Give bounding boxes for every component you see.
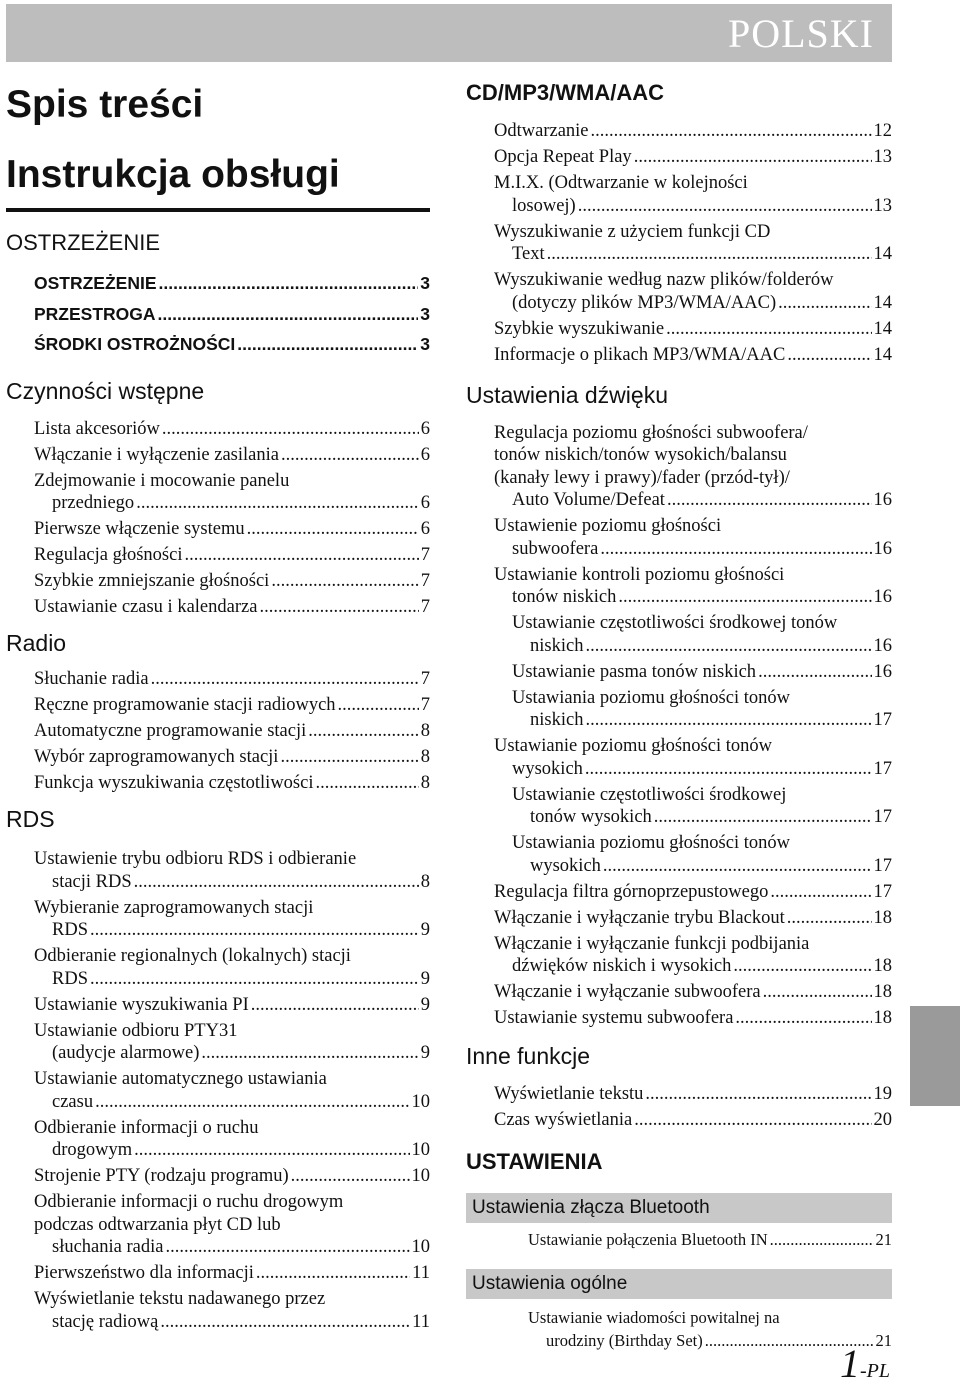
- toc-entry-title: Funkcja wyszukiwania częstotliwości: [34, 773, 314, 793]
- toc-entry-page: 18: [873, 1008, 892, 1028]
- dot-leader: [162, 418, 419, 441]
- toc-entry-title: słuchania radia: [52, 1237, 164, 1257]
- toc-entry[interactable]: [494, 735, 892, 780]
- toc-entry-page: 17: [873, 758, 892, 779]
- manual-title: Instrukcja obsługi: [6, 153, 340, 196]
- toc-entry-title: subwoofera: [512, 538, 599, 559]
- toc-entry-text-line: Wybieranie zaprogramowanych stacji: [34, 897, 314, 918]
- toc-list: [466, 1229, 892, 1252]
- toc-entry-title: ŚRODKI OSTROŻNOŚCI: [34, 334, 236, 354]
- dot-leader: [585, 635, 871, 658]
- toc-entry-title: urodziny (Birthday Set): [546, 1330, 703, 1350]
- dot-leader: [151, 668, 419, 691]
- toc-entry-title: drogowym: [52, 1140, 133, 1160]
- toc-entry-page: 18: [873, 982, 892, 1002]
- toc-entry[interactable]: [494, 1109, 892, 1132]
- toc-entry-page: 14: [873, 292, 892, 313]
- dot-leader: [201, 1042, 418, 1065]
- dot-leader: [308, 720, 418, 743]
- toc-entry-title: Ręczne programowanie stacji radiowych: [34, 695, 336, 715]
- toc-entry-text-line: Ustawianie częstotliwości środkowej: [512, 784, 787, 805]
- toc-entry-page: 21: [875, 1230, 892, 1249]
- toc-entry-title: Wyświetlanie tekstu: [494, 1084, 644, 1104]
- toc-entry-page: 6: [420, 418, 430, 439]
- toc-entry-title: Pierwsze włączenie systemu: [34, 519, 245, 539]
- toc-entry-page: 10: [411, 1140, 430, 1160]
- dot-leader: [547, 243, 872, 266]
- toc-entry-page: 17: [873, 710, 892, 730]
- dot-leader: [603, 855, 872, 878]
- toc-entry-page: 7: [420, 597, 430, 617]
- dot-leader: [787, 344, 871, 367]
- toc-entry[interactable]: [34, 1288, 430, 1333]
- toc-entry-title: Automatyczne programowanie stacji: [34, 721, 307, 741]
- toc-entry[interactable]: [34, 1068, 430, 1113]
- toc-entry-text-line: Zdejmowanie i mocowanie panelu: [34, 470, 290, 491]
- toc-entry-page: 8: [420, 721, 430, 741]
- toc-entry[interactable]: [494, 515, 892, 560]
- toc-entry-text-line: Ustawianie odbioru PTY31: [34, 1020, 238, 1041]
- dot-leader: [338, 694, 419, 717]
- section-heading-ustawienia: USTAWIENIA: [466, 1149, 603, 1174]
- toc-entry-text-line: Ustawiania poziomu głośności tonów: [512, 833, 790, 853]
- toc-entry-page: 17: [873, 881, 892, 902]
- dot-leader: [90, 968, 419, 991]
- dot-leader: [259, 596, 418, 619]
- toc-entry[interactable]: [34, 418, 430, 441]
- toc-entry-text-line: Odbieranie informacji o ruchu drogowym: [34, 1192, 344, 1212]
- page-number: [840, 1340, 890, 1387]
- dot-leader: [600, 538, 871, 561]
- toc-entry-page: 7: [420, 695, 430, 715]
- toc-entry[interactable]: [34, 897, 430, 942]
- toc-entry-page: 18: [873, 956, 892, 976]
- toc-entry-title: Włączanie i wyłączanie trybu Blackout: [494, 907, 785, 928]
- dot-leader: [585, 758, 872, 781]
- toc-entry-title: Odtwarzanie: [494, 121, 589, 141]
- dot-leader: [158, 303, 419, 326]
- toc-entry-page: 10: [411, 1237, 430, 1257]
- toc-entry[interactable]: [34, 470, 430, 515]
- page-number-suffix: -PL: [860, 1360, 890, 1382]
- toc-entry[interactable]: [494, 612, 892, 657]
- toc-entry-title: Ustawianie systemu subwoofera: [494, 1008, 734, 1028]
- toc-entry-title: (audycje alarmowe): [52, 1043, 200, 1063]
- toc-entry[interactable]: [34, 1117, 430, 1162]
- dot-leader: [667, 489, 872, 512]
- toc-entry-title: Szybkie zmniejszanie głośności: [34, 571, 270, 591]
- toc-entry-title: Lista akcesoriów: [34, 418, 160, 439]
- toc-entry-title: Włączanie i wyłączenie zasilania: [34, 444, 279, 465]
- toc-entry-page: 11: [412, 1311, 430, 1332]
- dot-leader: [733, 955, 871, 978]
- toc-entry-text-line: Ustawianie częstotliwości środkowej tonów: [512, 613, 838, 633]
- toc-entry-text-line: Odbieranie regionalnych (lokalnych) stacji: [34, 946, 351, 966]
- toc-entry-title: czasu: [52, 1091, 94, 1112]
- dot-leader: [134, 1139, 409, 1162]
- dot-leader: [134, 871, 419, 894]
- toc-entry-text-line: M.I.X. (Odtwarzanie w kolejności: [494, 173, 748, 193]
- toc-entry-page: 6: [420, 444, 430, 465]
- toc-entry-text-line: Wyszukiwanie z użyciem funkcji CD: [494, 221, 771, 242]
- toc-entry-page: 14: [873, 344, 892, 365]
- toc-entry-title: Opcja Repeat Play: [494, 147, 632, 167]
- toc-entry-title: Ustawianie wyszukiwania PI: [34, 994, 249, 1015]
- toc-entry[interactable]: [494, 344, 892, 367]
- toc-entry-page: 16: [873, 490, 892, 510]
- toc-entry[interactable]: [34, 848, 430, 893]
- toc-entry[interactable]: [494, 933, 892, 978]
- page-number-value: 1: [840, 1341, 860, 1386]
- toc-entry-page: 16: [873, 635, 892, 656]
- toc-entry-title: PRZESTROGA: [34, 303, 156, 324]
- toc-entry-title: RDS: [52, 968, 88, 989]
- subsection-heading-bluetooth: Ustawienia złącza Bluetooth: [466, 1193, 892, 1223]
- toc-entry-page: 21: [875, 1330, 892, 1350]
- toc-entry-page: 9: [420, 1043, 430, 1063]
- section-heading-ostrzezenie: OSTRZEŻENIE: [6, 230, 161, 255]
- toc-entry-page: 10: [411, 1091, 430, 1112]
- toc-entry[interactable]: [34, 570, 430, 593]
- toc-entry-text-line: Ustawienie trybu odbioru RDS i odbieranie: [34, 849, 357, 869]
- section-heading-cd: CD/MP3/WMA/AAC: [466, 80, 664, 105]
- toc-entry-page: 17: [873, 807, 892, 827]
- dot-leader: [159, 272, 419, 295]
- toc-entry-page: 16: [873, 538, 892, 559]
- dot-leader: [95, 1091, 409, 1114]
- toc-entry-page: 7: [420, 669, 430, 689]
- toc-entry-text-line: Ustawianie automatycznego ustawiania: [34, 1069, 327, 1089]
- toc-entry-title: Text: [512, 244, 545, 264]
- toc-entry-page: 7: [420, 545, 430, 565]
- toc-entry[interactable]: [34, 1262, 430, 1285]
- language-header-bar: [6, 4, 892, 62]
- right-column: [466, 80, 892, 1356]
- toc-entry[interactable]: [34, 1191, 430, 1259]
- toc-entry[interactable]: [494, 318, 892, 341]
- toc-entry[interactable]: [494, 1007, 892, 1030]
- toc-entry-text-line: Ustawianie poziomu głośności tonów: [494, 736, 772, 756]
- toc-entry-text-line: Ustawienie poziomu głośności: [494, 516, 722, 536]
- dot-leader: [165, 1236, 409, 1259]
- toc-list: [466, 1083, 892, 1132]
- toc-entry[interactable]: [34, 772, 430, 795]
- toc-entry-page: 8: [420, 747, 430, 767]
- toc-entry[interactable]: [494, 661, 892, 684]
- toc-entry-page: 9: [420, 994, 430, 1015]
- toc-list: [466, 120, 892, 366]
- dot-leader: [654, 806, 872, 829]
- toc-entry-text-line: Ustawianie wiadomości powitalnej na: [528, 1308, 780, 1327]
- toc-list: [6, 272, 430, 356]
- toc-entry-title: niskich: [530, 710, 584, 730]
- dot-leader: [778, 292, 871, 315]
- toc-entry[interactable]: [34, 444, 430, 467]
- dot-leader: [666, 318, 871, 341]
- side-tab-marker: [910, 1006, 960, 1106]
- toc-list: [6, 668, 430, 795]
- toc-entry-title: wysokich: [512, 758, 583, 779]
- dot-leader: [770, 1229, 874, 1252]
- dot-leader: [90, 919, 419, 942]
- toc-entry[interactable]: [494, 120, 892, 143]
- toc-entry-page: 13: [873, 195, 892, 216]
- toc-entry-text-line: Ustawianie kontroli poziomu głośności: [494, 564, 785, 585]
- toc-entry-page: 8: [420, 773, 430, 793]
- toc-entry-page: 3: [420, 273, 430, 293]
- toc-entry[interactable]: [528, 1229, 892, 1252]
- toc-entry-title: Słuchanie radia: [34, 669, 149, 689]
- toc-entry-title: (dotyczy plików MP3/WMA/AAC): [512, 292, 777, 313]
- toc-entry-title: niskich: [530, 635, 584, 656]
- toc-entry-page: 19: [873, 1084, 892, 1104]
- toc-entry[interactable]: [34, 303, 430, 326]
- toc-entry[interactable]: [34, 720, 430, 743]
- toc-list: [6, 848, 430, 1333]
- toc-entry-title: przedniego: [52, 493, 135, 513]
- toc-entry[interactable]: [494, 832, 892, 877]
- toc-entry-title: OSTRZEŻENIE: [34, 273, 157, 293]
- toc-entry-text-line: Wyszukiwanie według nazw plików/folderów: [494, 270, 834, 290]
- dot-leader: [618, 586, 871, 609]
- toc-list: [6, 418, 430, 619]
- toc-entry-page: 6: [420, 519, 430, 539]
- dot-leader: [247, 518, 419, 541]
- toc-entry-title: tonów niskich: [512, 587, 617, 607]
- dot-leader: [280, 746, 418, 769]
- dot-leader: [271, 570, 418, 593]
- toc-entry-page: 14: [873, 244, 892, 264]
- toc-entry-text-line: tonów niskich/tonów wysokich/balansu: [494, 445, 787, 465]
- toc-entry-title: stację radiową: [52, 1311, 159, 1332]
- toc-entry-page: 12: [873, 121, 892, 141]
- dot-leader: [763, 981, 872, 1004]
- toc-entry-title: Czas wyświetlania: [494, 1110, 633, 1130]
- toc-entry-text-line: Ustawiania poziomu głośności tonów: [512, 687, 790, 708]
- toc-entry[interactable]: [494, 172, 892, 217]
- toc-entry-title: tonów wysokich: [530, 807, 652, 827]
- dot-leader: [237, 333, 418, 356]
- dot-leader: [184, 544, 418, 567]
- dot-leader: [578, 195, 872, 218]
- toc-title: Spis treści: [6, 83, 204, 126]
- toc-entry-page: 9: [420, 968, 430, 989]
- toc-entry[interactable]: [494, 269, 892, 314]
- toc-entry-title: dźwięków niskich i wysokich: [512, 956, 732, 976]
- toc-list: [466, 1307, 892, 1352]
- dot-leader: [634, 146, 872, 169]
- dot-leader: [291, 1165, 410, 1188]
- toc-entry-page: 20: [873, 1110, 892, 1130]
- subsection-heading-ogolne: Ustawienia ogólne: [466, 1269, 892, 1299]
- dot-leader: [256, 1262, 410, 1285]
- toc-entry[interactable]: [34, 272, 430, 295]
- toc-entry-text-line: podczas odtwarzania płyt CD lub: [34, 1214, 281, 1235]
- toc-entry[interactable]: [34, 518, 430, 541]
- toc-entry[interactable]: [34, 1165, 430, 1188]
- toc-entry-page: 8: [420, 871, 430, 892]
- toc-entry-text-line: Wyświetlanie tekstu nadawanego przez: [34, 1289, 326, 1309]
- left-column: [6, 80, 430, 1337]
- toc-entry-text-line: (kanały lewy i prawy)/fader (przód-tył)/: [494, 467, 790, 488]
- toc-entry-page: 16: [873, 661, 892, 682]
- toc-entry[interactable]: [34, 1020, 430, 1065]
- dot-leader: [735, 1007, 871, 1030]
- toc-entry-title: Strojenie PTY (rodzaju programu): [34, 1166, 289, 1186]
- toc-entry-title: stacji RDS: [52, 871, 132, 892]
- toc-entry-page: 9: [420, 920, 430, 940]
- toc-entry-title: Ustawianie połączenia Bluetooth IN: [528, 1230, 768, 1249]
- dot-leader: [634, 1109, 871, 1132]
- toc-entry[interactable]: [494, 221, 892, 266]
- dot-leader: [136, 492, 419, 515]
- toc-entry-page: 3: [420, 303, 430, 324]
- dot-leader: [281, 444, 419, 467]
- toc-entry[interactable]: [34, 333, 430, 356]
- toc-entry[interactable]: [34, 668, 430, 691]
- toc-entry[interactable]: [34, 596, 430, 619]
- toc-entry-title: wysokich: [530, 855, 601, 876]
- toc-entry-title: Informacje o plikach MP3/WMA/AAC: [494, 344, 786, 365]
- toc-entry-page: 17: [873, 855, 892, 876]
- toc-entry-page: 7: [420, 571, 430, 591]
- toc-entry-page: 3: [420, 334, 430, 354]
- toc-entry-title: Regulacja głośności: [34, 545, 183, 565]
- toc-entry[interactable]: [34, 994, 430, 1017]
- dot-leader: [585, 709, 871, 732]
- dot-leader: [645, 1083, 871, 1106]
- toc-entry-title: Ustawianie pasma tonów niskich: [512, 661, 757, 682]
- section-heading-radio: Radio: [6, 630, 67, 656]
- toc-entry[interactable]: [34, 544, 430, 567]
- dot-leader: [758, 661, 871, 684]
- dot-leader: [770, 881, 871, 904]
- toc-list: [466, 422, 892, 1030]
- toc-entry-text-line: Odbieranie informacji o ruchu: [34, 1117, 259, 1138]
- section-heading-czynnosci: Czynności wstępne: [6, 377, 205, 404]
- toc-entry-title: Auto Volume/Defeat: [512, 490, 665, 510]
- section-heading-dzwiek: Ustawienia dźwięku: [466, 381, 668, 408]
- toc-entry-title: Włączanie i wyłączanie subwoofera: [494, 982, 761, 1002]
- toc-entry[interactable]: [494, 784, 892, 829]
- dot-leader: [316, 772, 419, 795]
- toc-entry-page: 10: [411, 1166, 430, 1186]
- toc-entry-title: Pierwszeństwo dla informacji: [34, 1263, 254, 1283]
- language-label: POLSKI: [727, 11, 874, 56]
- toc-entry-title: Ustawianie czasu i kalendarza: [34, 597, 258, 617]
- toc-entry[interactable]: [494, 564, 892, 609]
- toc-entry[interactable]: [494, 907, 892, 930]
- toc-entry[interactable]: [494, 146, 892, 169]
- toc-entry[interactable]: [34, 694, 430, 717]
- toc-entry[interactable]: [494, 422, 892, 512]
- toc-entry[interactable]: [494, 981, 892, 1004]
- section-heading-rds: RDS: [6, 806, 55, 832]
- toc-entry[interactable]: [494, 1083, 892, 1106]
- dot-leader: [160, 1311, 410, 1334]
- toc-entry-page: 18: [873, 907, 892, 928]
- toc-entry[interactable]: [494, 687, 892, 732]
- toc-entry[interactable]: [528, 1307, 892, 1352]
- toc-entry-text-line: Włączanie i wyłączanie funkcji podbijania: [494, 933, 810, 954]
- toc-entry-page: 6: [420, 493, 430, 513]
- dot-leader: [787, 907, 872, 930]
- toc-entry-title: Szybkie wyszukiwanie: [494, 318, 665, 339]
- toc-entry-title: Wybór zaprogramowanych stacji: [34, 747, 279, 767]
- toc-entry[interactable]: [494, 881, 892, 904]
- section-heading-inne: Inne funkcje: [466, 1043, 591, 1069]
- toc-entry-title: losowej): [512, 195, 576, 216]
- dot-leader: [591, 120, 872, 143]
- toc-entry-title: RDS: [52, 920, 88, 940]
- toc-entry-text-line: Regulacja poziomu głośności subwoofera/: [494, 422, 808, 443]
- toc-entry-page: 13: [873, 147, 892, 167]
- toc-entry-title: Regulacja filtra górnoprzepustowego: [494, 881, 769, 902]
- toc-entry[interactable]: [34, 945, 430, 990]
- toc-entry[interactable]: [34, 746, 430, 769]
- dot-leader: [251, 994, 419, 1017]
- toc-entry-page: 11: [412, 1263, 430, 1283]
- toc-entry-page: 14: [873, 318, 892, 339]
- toc-entry-page: 16: [873, 587, 892, 607]
